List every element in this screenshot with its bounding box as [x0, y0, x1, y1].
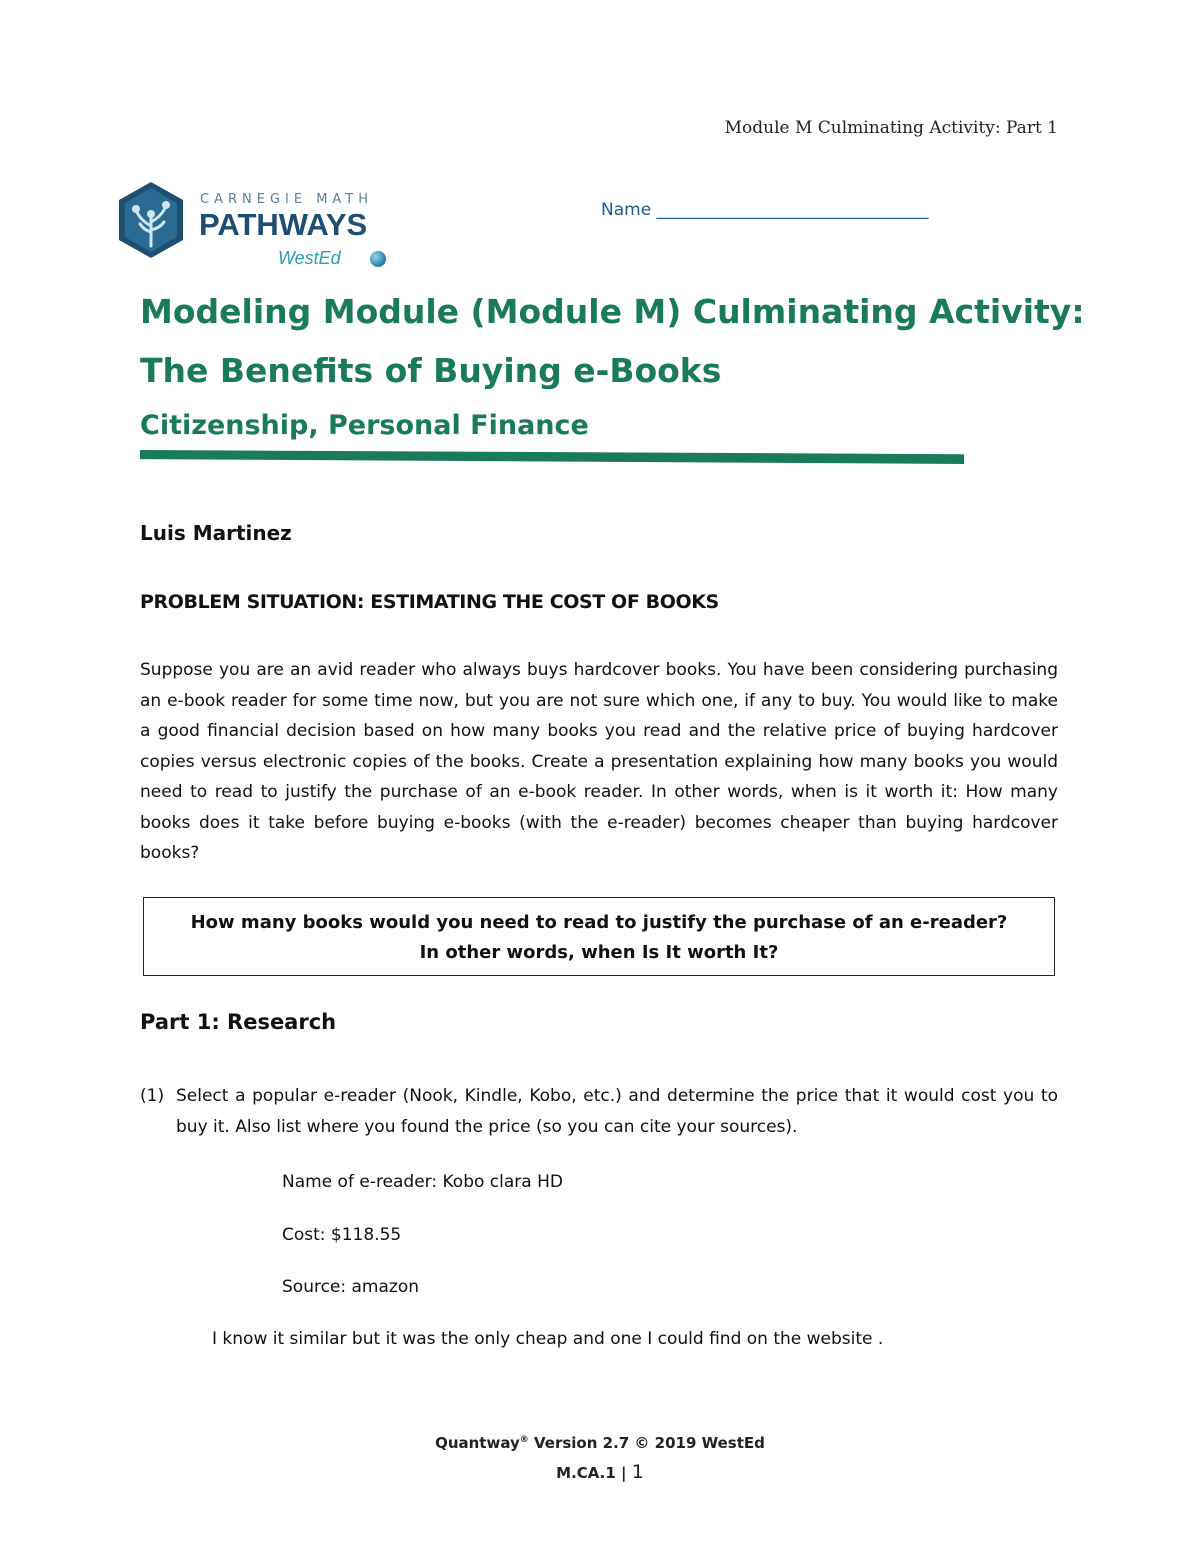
- carnegie-pathways-logo: [116, 180, 396, 272]
- name-field[interactable]: Name ________________________________: [601, 200, 929, 220]
- author-name: Luis Martinez: [140, 521, 292, 545]
- document-subtitle: Citizenship, Personal Finance: [140, 410, 589, 441]
- key-question-box: [143, 897, 1055, 976]
- key-question-line2: In other words, when Is It worth It?: [419, 942, 779, 963]
- title-divider: [140, 450, 964, 464]
- globe-icon: [370, 251, 386, 267]
- part1-heading: Part 1: Research: [140, 1010, 337, 1034]
- problem-body: Suppose you are an avid reader who always buys hardcover books. You have been considering purchasing an e-book reader for some time now, but you are not sure which one, if any to buy. You would like to make a good financial decision based on how many books you read and the relative price of buying hardcover copies versus electronic copies of the books. Create a presentation explaining how many books you would need to read to justify the purchase of an e-book reader. In other words, when is it worth it: How many books does it take before buying e-books (with the e-reader) becomes cheaper than buying hardcover books?: [140, 660, 1058, 863]
- item-number: (1): [140, 1086, 165, 1106]
- footer-reg-mark: ®: [519, 1435, 529, 1445]
- problem-heading: PROBLEM SITUATION: ESTIMATING THE COST OF BOOKS: [140, 591, 719, 613]
- document-title-line1: Modeling Module (Module M) Culminating Activity:: [140, 292, 1085, 331]
- logo-line-pathways: PATHWAYS: [199, 207, 368, 242]
- question-item-1: [140, 1081, 1058, 1142]
- footer-version: Version 2.7 © 2019 WestEd: [528, 1434, 765, 1452]
- document-title-line2: The Benefits of Buying e-Books: [140, 351, 722, 390]
- footer-code: M.CA.1 |: [556, 1464, 632, 1482]
- footer-page-code: [0, 1461, 1200, 1483]
- running-header: Module M Culminating Activity: Part 1: [724, 118, 1058, 138]
- item-text: Select a popular e-reader (Nook, Kindle, Kobo, etc.) and determine the price that it would cost you to buy it. Also list where you found the price (so you can cite your sources).: [176, 1086, 1058, 1137]
- logo-line-carnegie: CARNEGIE MATH: [200, 192, 374, 207]
- cost-answer[interactable]: Cost: $118.55: [282, 1225, 402, 1245]
- logo-line-wested: WestEd: [278, 248, 341, 268]
- student-note[interactable]: I know it similar but it was the only cheap and one I could find on the website .: [212, 1329, 884, 1349]
- key-question-line1: How many books would you need to read to justify the purchase of an e-reader?: [190, 912, 1008, 933]
- ereader-name-answer[interactable]: Name of e-reader: Kobo clara HD: [282, 1172, 563, 1192]
- footer-brand: Quantway: [435, 1434, 520, 1452]
- tree-hexagon-icon: [116, 180, 186, 260]
- page-number: 1: [631, 1461, 644, 1483]
- source-answer[interactable]: Source: amazon: [282, 1277, 420, 1297]
- footer-copyright: [0, 1434, 1200, 1452]
